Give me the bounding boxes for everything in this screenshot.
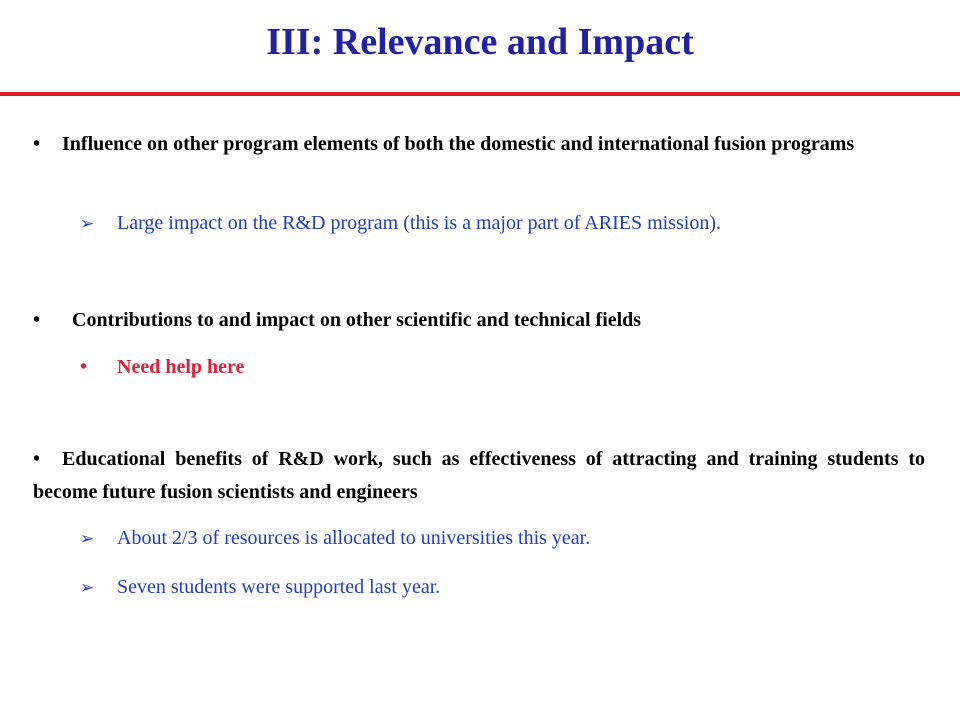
bullet-marker: •: [33, 309, 41, 331]
subitem-need-help: [80, 352, 244, 382]
arrow-icon: ➢: [80, 214, 95, 234]
bullet-marker: •: [80, 356, 88, 378]
subitem-need-help-text: Need help here: [117, 356, 245, 378]
bullet-influence-text: Influence on other program elements of both the domestic and international fusion programs: [62, 133, 855, 155]
subitem-students: [80, 572, 440, 603]
title-divider: [0, 92, 960, 96]
arrow-icon: ➢: [80, 578, 95, 598]
bullet-educational: [33, 443, 925, 509]
slide-title: III: Relevance and Impact: [266, 21, 694, 63]
bullet-contributions: [33, 304, 925, 337]
subitem-rd-impact: [80, 208, 721, 239]
bullet-influence: [33, 128, 925, 161]
arrow-icon: ➢: [80, 529, 95, 549]
bullet-marker: •: [33, 448, 41, 470]
subitem-resources-text: About 2/3 of resources is allocated to universities this year.: [117, 527, 591, 549]
subitem-students-text: Seven students were supported last year.: [117, 576, 441, 598]
subitem-rd-impact-text: Large impact on the R&D program (this is a major part of ARIES mission).: [117, 212, 721, 234]
bullet-educational-text: Educational benefits of R&D work, such as effectiveness of attracting and training students to become future fusion scientists and engineers: [33, 448, 925, 503]
bullet-marker: •: [33, 133, 41, 155]
subitem-resources: [80, 523, 590, 554]
bullet-contributions-text: Contributions to and impact on other scientific and technical fields: [72, 309, 642, 331]
